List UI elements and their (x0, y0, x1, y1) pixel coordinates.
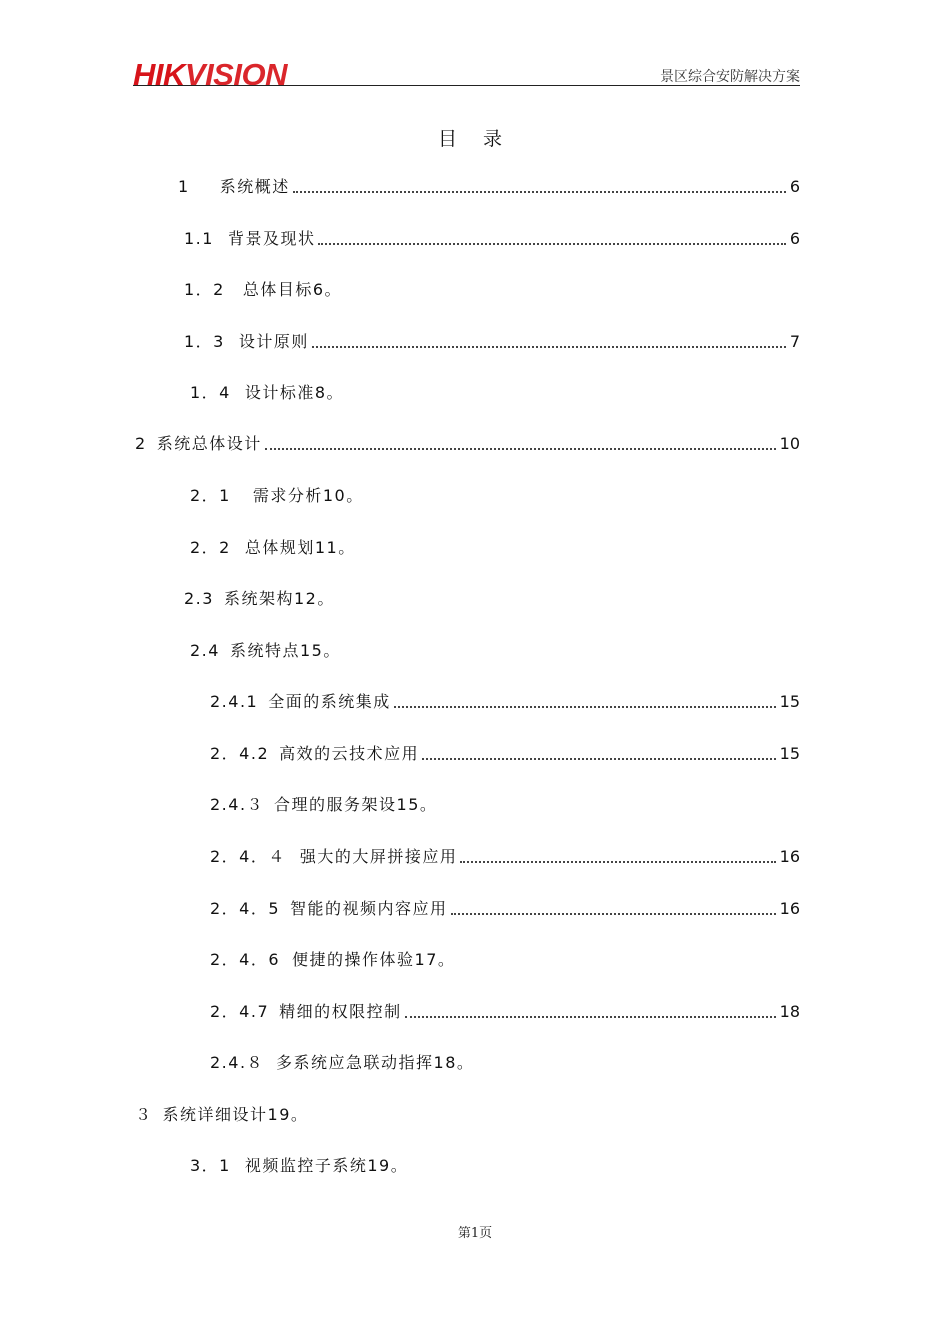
toc-entry-title: 视频监控子系统19。 (244, 1156, 409, 1175)
toc-entry-number: 2．1 (190, 486, 231, 505)
toc-dot-leader (394, 706, 776, 708)
toc-entry-page: 7 (789, 332, 800, 351)
toc-entry-number: 1．4 (190, 383, 231, 402)
toc-entry-title: 系统架构12。 (223, 589, 335, 608)
toc-entry-title: 设计标准8。 (244, 383, 345, 402)
toc-entry-number: 2.4.３ (210, 795, 265, 814)
toc-entry[interactable] (210, 948, 455, 972)
toc-dot-leader (405, 1016, 776, 1018)
toc-entry-number: 1．2 (184, 280, 225, 299)
toc-entry[interactable] (210, 1000, 800, 1024)
toc-entry[interactable] (184, 587, 335, 611)
toc-entry-title: 合理的服务架设15。 (274, 795, 438, 814)
toc-entry-number: 2．4.7 (210, 1002, 270, 1021)
toc-entry-title: 精细的权限控制 (279, 1002, 402, 1021)
toc-entry-number: 1 (178, 177, 190, 196)
toc-entry-page: 16 (779, 847, 800, 866)
toc-entry-number: 2．4．6 (210, 950, 281, 969)
toc-entry-number: 2.4 (190, 641, 220, 660)
toc-entry-title: 系统详细设计19。 (162, 1105, 309, 1124)
toc-entry-number: 2．2 (190, 538, 231, 557)
toc-entry-title: 设计原则 (238, 332, 309, 351)
toc-entry-page: 16 (779, 899, 800, 918)
toc-entry[interactable] (135, 1103, 308, 1127)
toc-entry[interactable] (190, 639, 341, 663)
toc-entry-page: 18 (779, 1002, 800, 1021)
toc-entry-title: 总体规划11。 (244, 538, 356, 557)
toc-entry-title: 需求分析10。 (252, 486, 364, 505)
toc-entry-title: 强大的大屏拼接应用 (299, 847, 458, 866)
toc-entry-number: 2.3 (184, 589, 214, 608)
toc-entry-number: 2．4．5 (210, 899, 281, 918)
toc-dot-leader (460, 861, 775, 863)
toc-entry-number: 3．1 (190, 1156, 231, 1175)
toc-entry[interactable] (184, 278, 342, 302)
toc-entry[interactable] (184, 227, 800, 251)
toc-entry-page: 6 (789, 229, 800, 248)
toc-entry[interactable] (210, 1051, 474, 1075)
toc-entry-title: 系统特点15。 (229, 641, 341, 660)
toc-heading: 目 录 (437, 128, 513, 150)
toc-entry-page: 15 (779, 692, 800, 711)
toc-dot-leader (265, 448, 776, 450)
toc-entry-number: 1．3 (184, 332, 225, 351)
toc-entry-title: 智能的视频内容应用 (290, 899, 448, 918)
toc-entry[interactable] (190, 484, 364, 508)
toc-entry-page: 15 (779, 744, 800, 763)
toc-dot-leader (422, 758, 775, 760)
toc-entry[interactable] (135, 432, 800, 456)
toc-entry-number: ３ (135, 1105, 153, 1124)
toc-entry[interactable] (210, 690, 800, 714)
header-document-title: 景区综合安防解决方案 (660, 69, 800, 85)
toc-entry[interactable] (210, 742, 800, 766)
toc-entry-title: 系统总体设计 (156, 434, 262, 453)
toc-entry-number: 2.4.1 (210, 692, 259, 711)
toc-entry-number: 2．4.2 (210, 744, 270, 763)
toc-entry-title: 总体目标6。 (242, 280, 343, 299)
toc-entry-title: 全面的系统集成 (268, 692, 391, 711)
toc-entry-title: 高效的云技术应用 (279, 744, 420, 763)
page-number: 第1页 (457, 1226, 493, 1241)
toc-entry[interactable] (190, 1154, 408, 1178)
toc-entry-number: 2.4.８ (210, 1053, 265, 1072)
toc-entry[interactable] (190, 536, 356, 560)
toc-dot-leader (312, 346, 786, 348)
toc-dot-leader (318, 243, 785, 245)
toc-entry[interactable] (178, 175, 800, 199)
toc-entry[interactable] (190, 381, 344, 405)
toc-entry-page: 10 (779, 434, 800, 453)
toc-entry-number: 2．4．４ (210, 847, 286, 866)
toc-entry[interactable] (210, 845, 800, 869)
toc-entry[interactable] (210, 793, 437, 817)
hikvision-logo: HIKVISION (133, 57, 287, 92)
toc-dot-leader (293, 191, 786, 193)
toc-entry-title: 便捷的操作体验17。 (292, 950, 456, 969)
toc-dot-leader (451, 913, 776, 915)
toc-entry-number: 2 (135, 434, 147, 453)
toc-entry[interactable] (210, 897, 800, 921)
toc-entry-title: 多系统应急联动指挥18。 (276, 1053, 475, 1072)
toc-entry[interactable] (184, 330, 800, 354)
toc-entry-page: 6 (789, 177, 800, 196)
toc-entry-number: 1.1 (184, 229, 214, 248)
toc-entry-title: 背景及现状 (227, 229, 316, 248)
toc-entry-title: 系统概述 (219, 177, 290, 196)
